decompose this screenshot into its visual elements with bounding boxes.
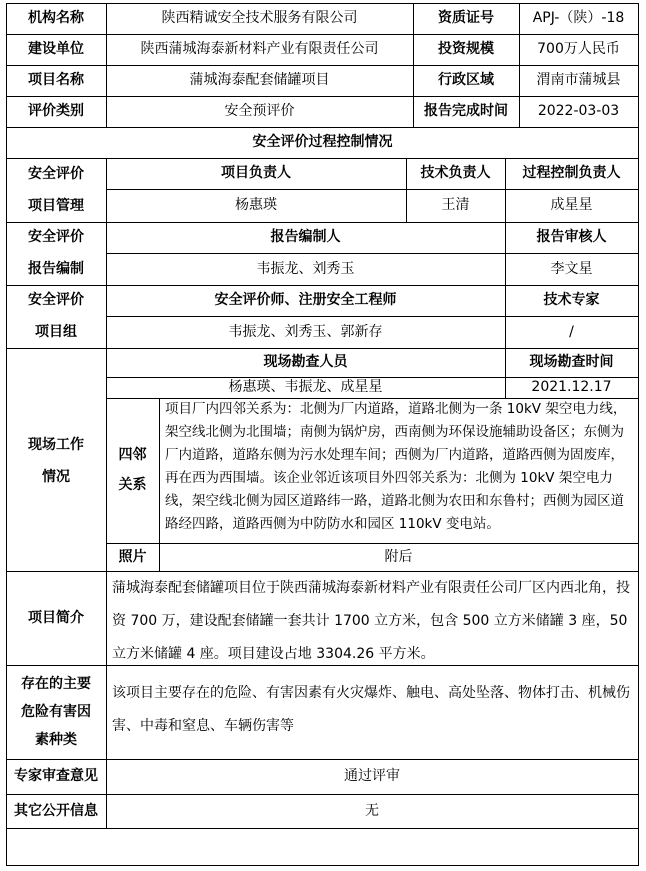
- builder-label: 建设单位: [28, 41, 84, 58]
- region-label: 行政区域: [438, 72, 494, 89]
- summary-text: 蒲城海泰配套储罐项目位于陕西蒲城海泰新材料产业有限责任公司厂区内西北角，投资 700 万，建设配套储罐一套共计 1700 立方米，包含 500 立方米储罐 3 座，50 立方米储罐 4 座。项目建设占地 3304.26 平方米。: [112, 580, 630, 662]
- summary-label: 项目简介: [28, 609, 84, 626]
- expert: /: [569, 323, 574, 340]
- evaluators: 韦振龙、刘秀玉、郭新存: [228, 323, 383, 340]
- project-value: 蒲城海泰配套储罐项目: [189, 72, 330, 89]
- section-title: 安全评价过程控制情况: [252, 134, 393, 151]
- process-leader: 成星星: [550, 197, 593, 214]
- report-label-line2: 报告编制: [28, 260, 84, 277]
- expert-review-label: 专家审查意见: [14, 768, 98, 785]
- org-value: 陕西精诚安全技术服务有限公司: [161, 10, 358, 27]
- other-info-label: 其它公开信息: [14, 802, 98, 819]
- report-label-line1: 安全评价: [28, 229, 84, 246]
- survey-time: 2021.12.17: [531, 379, 612, 396]
- hazards-label-line1: 存在的主要: [21, 675, 91, 692]
- mgmt-label-line2: 项目管理: [28, 197, 84, 214]
- date-value: 2022-03-03: [537, 103, 620, 120]
- team-label-line1: 安全评价: [28, 292, 84, 309]
- expert-review-value: 通过评审: [344, 768, 400, 785]
- type-value: 安全预评价: [224, 103, 295, 120]
- reviewer-header: 报告审核人: [536, 229, 607, 246]
- neighbors-label-line2: 关系: [118, 476, 147, 493]
- builder-value: 陕西蒲城海泰新材料产业有限责任公司: [140, 41, 379, 58]
- org-label: 机构名称: [28, 10, 84, 27]
- invest-label: 投资规模: [438, 41, 494, 58]
- row-divider: [6, 828, 639, 829]
- region-value: 渭南市蒲城县: [536, 72, 621, 89]
- project-leader-header: 项目负责人: [221, 165, 291, 182]
- photo-label: 照片: [118, 548, 147, 565]
- project-leader: 杨惠瑛: [235, 197, 277, 214]
- neighbors-label-line1: 四邻: [118, 446, 147, 463]
- survey-time-header: 现场勘查时间: [529, 354, 614, 371]
- invest-value: 700万人民币: [537, 41, 620, 58]
- evaluators-header: 安全评价师、注册安全工程师: [214, 292, 397, 309]
- cert-value: APJ-（陕）-18: [532, 10, 625, 27]
- hazards-label-line2: 危险有害因: [21, 703, 91, 720]
- hazards-label-line3: 素种类: [35, 731, 77, 748]
- date-label: 报告完成时间: [424, 103, 508, 120]
- mgmt-label-line1: 安全评价: [28, 165, 84, 182]
- survey-people: 杨惠瑛、韦振龙、成星星: [228, 379, 383, 396]
- compilers: 韦振龙、刘秀玉: [256, 260, 355, 277]
- table-border-bottom: [6, 865, 639, 866]
- expert-header: 技术专家: [543, 292, 600, 309]
- type-label: 评价类别: [28, 103, 84, 120]
- team-label-line2: 项目组: [35, 323, 77, 340]
- neighbors-text: 项目厂内四邻关系为：北侧为厂内道路，道路北侧为一条 10kV 架空电力线，架空线北侧为北围墙；南侧为锅炉房，西南侧为环保设施辅助设备区；东侧为厂内道路，道路东侧为污水处理车间；西侧为厂内道路，道路西侧为固废库，再在西为西围墙。该企业邻近该项目外四邻关系为：北侧为 10kV 架空电力线，架空线北侧为园区道路纬一路，道路北侧为农田和东鲁村；西侧为园区道路经四路，道路西侧为中防防水和园区 110kV 变电站。: [165, 401, 627, 532]
- other-info-value: 无: [365, 802, 379, 819]
- hazards-text: 该项目主要存在的危险、有害因素有火灾爆炸、触电、高处坠落、物体打击、机械伤害、中毒和窒息、车辆伤害等: [112, 685, 630, 734]
- photo-value: 附后: [384, 548, 413, 565]
- survey-people-header: 现场勘查人员: [263, 354, 348, 371]
- site-label-line2: 情况: [42, 468, 70, 485]
- project-label: 项目名称: [28, 72, 84, 89]
- site-label-line1: 现场工作: [28, 436, 84, 453]
- tech-leader: 王清: [441, 197, 470, 214]
- reviewer: 李文星: [550, 260, 593, 277]
- tech-leader-header: 技术负责人: [420, 165, 491, 182]
- process-leader-header: 过程控制负责人: [522, 165, 621, 182]
- compiler-header: 报告编制人: [270, 229, 341, 246]
- cert-label: 资质证号: [438, 10, 494, 27]
